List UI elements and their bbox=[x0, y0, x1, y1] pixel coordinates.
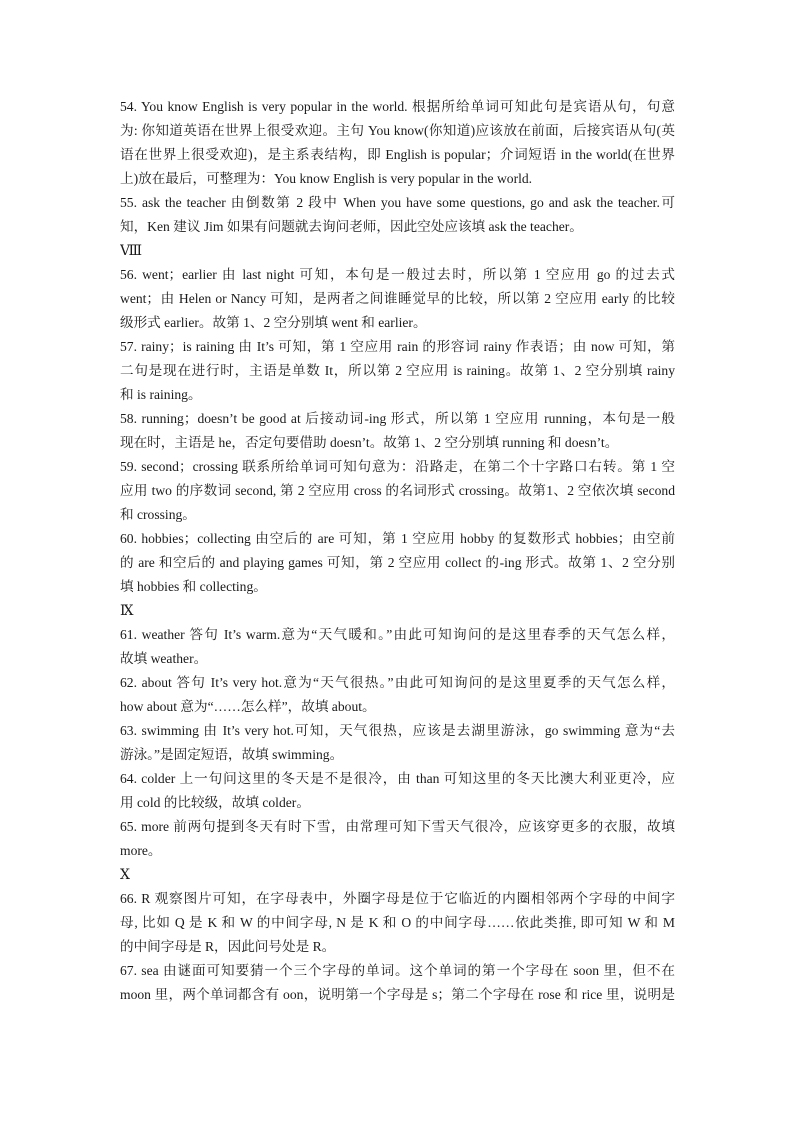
text-line: more。 bbox=[120, 843, 162, 858]
text-line: 65. more 前两句提到冬天有时下雪，由常理可知下雪天气很冷，应该穿更多的衣服，故填 bbox=[120, 819, 675, 834]
text-line: 游泳。”是固定短语，故填 swimming。 bbox=[120, 747, 344, 762]
text-line: 59. second；crossing 联系所给单词可知句意为：沿路走，在第二个十字路口右转。第 1 空 bbox=[120, 459, 675, 474]
text-line: 填 hobbies 和 collecting。 bbox=[120, 579, 267, 594]
text-line: 现在时，主语是 he，否定句要借助 doesn’t。故第 1、2 空分别填 running 和 doesn’t。 bbox=[120, 435, 619, 450]
section-heading: Ⅹ bbox=[120, 867, 130, 883]
text-line: 级形式 earlier。故第 1、2 空分别填 went 和 earlier。 bbox=[120, 315, 427, 330]
text-line: 用 cold 的比较级，故填 colder。 bbox=[120, 795, 310, 810]
text-line: 的中间字母是 R，因此问号处是 R。 bbox=[120, 939, 336, 954]
text-line: 55. ask the teacher 由倒数第 2 段中 When you have some questions, go and ask the teacher.可 bbox=[120, 195, 675, 210]
text-line: went；由 Helen or Nancy 可知，是两者之间谁睡觉早的比较，所以第 2 空应用 early 的比较 bbox=[120, 291, 675, 306]
text-line: 应用 two 的序数词 second, 第 2 空应用 cross 的名词形式 crossing。故第1、2 空依次填 second bbox=[120, 483, 675, 498]
text-line: 62. about 答句 It’s very hot.意为“天气很热。”由此可知询问的是这里夏季的天气怎么样， bbox=[120, 675, 675, 690]
text-line: 和 is raining。 bbox=[120, 387, 202, 402]
text-line: 语在世界上很受欢迎)，是主系表结构，即 English is popular；介词短语 in the world(在世界 bbox=[120, 147, 675, 162]
section-heading: Ⅷ bbox=[120, 243, 143, 259]
text-line: 61. weather 答句 It’s warm.意为“天气暖和。”由此可知询问的是这里春季的天气怎么样， bbox=[120, 627, 675, 642]
text-line: 60. hobbies；collecting 由空后的 are 可知，第 1 空应用 hobby 的复数形式 hobbies；由空前 bbox=[120, 531, 675, 546]
text-line: 知，Ken 建议 Jim 如果有问题就去询问老师，因此空处应该填 ask the teacher。 bbox=[120, 219, 583, 234]
text-line: 54. You know English is very popular in the world. 根据所给单词可知此句是宾语从句，句意 bbox=[120, 99, 675, 114]
answer-key-page bbox=[120, 95, 675, 1007]
text-line: 母, 比如 Q 是 K 和 W 的中间字母, N 是 K 和 O 的中间字母……依此类推, 即可知 W 和 M bbox=[120, 915, 675, 930]
text-line: how about 意为“……怎么样”，故填 about。 bbox=[120, 699, 376, 714]
text-line: 57. rainy；is raining 由 It’s 可知，第 1 空应用 rain 的形容词 rainy 作表语；由 now 可知，第 bbox=[120, 339, 675, 354]
text-line: 58. running；doesn’t be good at 后接动词-ing 形式，所以第 1 空应用 running，本句是一般 bbox=[120, 411, 675, 426]
text-line: 上)放在最后，可整理为：You know English is very popular in the world. bbox=[120, 171, 533, 186]
text-line: 56. went；earlier 由 last night 可知，本句是一般过去时，所以第 1 空应用 go 的过去式 bbox=[120, 267, 675, 282]
text-line: 66. R 观察图片可知，在字母表中，外圈字母是位于它临近的内圈相邻两个字母的中间字 bbox=[120, 891, 675, 906]
text-line: 二句是现在进行时，主语是单数 It，所以第 2 空应用 is raining。故第 1、2 空分别填 rainy bbox=[120, 363, 675, 378]
text-line: 和 crossing。 bbox=[120, 507, 196, 522]
text-line: 64. colder 上一句问这里的冬天是不是很冷，由 than 可知这里的冬天比澳大利亚更冷，应 bbox=[120, 771, 675, 786]
text-line: 故填 weather。 bbox=[120, 651, 208, 666]
section-heading: Ⅸ bbox=[120, 603, 134, 619]
text-line: 63. swimming 由 It’s very hot.可知，天气很热，应该是去湖里游泳，go swimming 意为“去 bbox=[120, 723, 675, 738]
text-line: 的 are 和空后的 and playing games 可知，第 2 空应用 collect 的-ing 形式。故第 1、2 空分别 bbox=[120, 555, 675, 570]
text-line: 为: 你知道英语在世界上很受欢迎。主句 You know(你知道)应该放在前面，后接宾语从句(英 bbox=[120, 123, 675, 138]
text-line: moon 里，两个单词都含有 oon，说明第一个字母是 s；第二个字母在 rose 和 rice 里，说明是 bbox=[120, 987, 675, 1002]
text-line: 67. sea 由谜面可知要猜一个三个字母的单词。这个单词的第一个字母在 soon 里，但不在 bbox=[120, 963, 675, 978]
